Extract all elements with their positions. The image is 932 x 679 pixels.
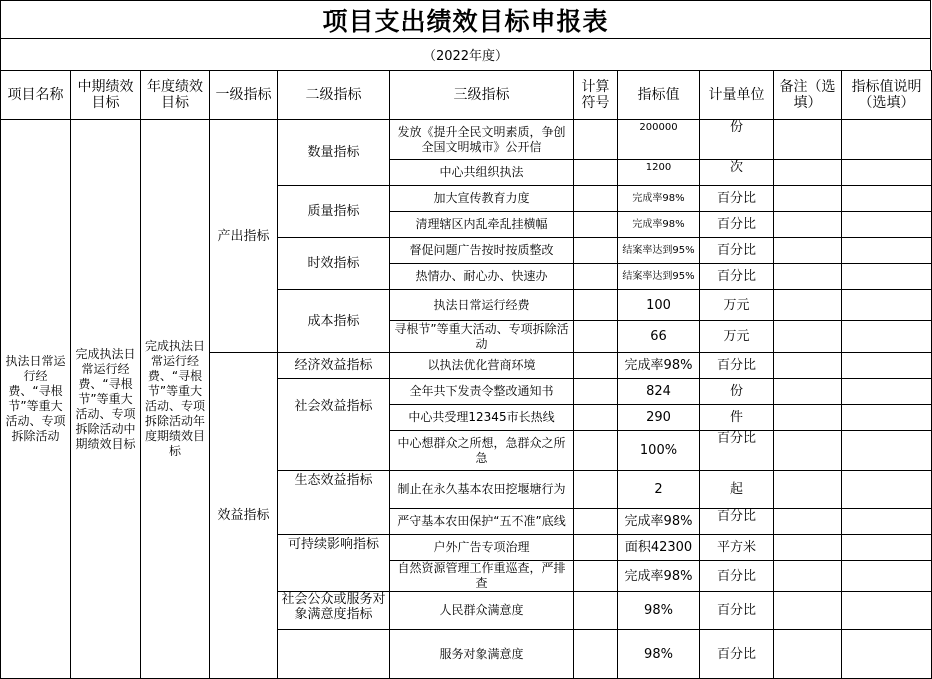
unit-cell: 万元 xyxy=(700,321,774,353)
midterm-goal-cell: 完成执法日常运行经费、“寻根节”等重大活动、专项拆除活动中期绩效目标 xyxy=(71,120,141,679)
calc-symbol-cell xyxy=(574,353,618,379)
unit-cell: 起 xyxy=(700,471,774,509)
unit-cell: 份 xyxy=(700,120,774,160)
calc-symbol-cell xyxy=(574,379,618,405)
calc-symbol-cell xyxy=(574,471,618,509)
value-note-cell xyxy=(842,379,932,405)
remark-cell xyxy=(774,264,842,290)
value-note-cell xyxy=(842,471,932,509)
level2-timeliness: 时效指标 xyxy=(278,238,390,290)
calc-symbol-cell xyxy=(574,264,618,290)
level2-blank-cell xyxy=(278,630,390,679)
indicator-value: 290 xyxy=(618,405,700,431)
value-note-cell xyxy=(842,509,932,535)
indicator-value: 200000 xyxy=(618,120,700,160)
value-note-cell xyxy=(842,630,932,679)
indicator-value: 2 xyxy=(618,471,700,509)
remark-cell xyxy=(774,321,842,353)
value-note-cell xyxy=(842,160,932,186)
remark-cell xyxy=(774,186,842,212)
indicator-value: 完成率98% xyxy=(618,509,700,535)
calc-symbol-cell xyxy=(574,630,618,679)
unit-cell: 百分比 xyxy=(700,509,774,535)
indicator-value: 824 xyxy=(618,379,700,405)
header-value-note: 指标值说明（选填） xyxy=(842,71,932,120)
value-note-cell xyxy=(842,212,932,238)
header-annual-goal: 年度绩效目标 xyxy=(141,71,210,120)
header-project-name: 项目名称 xyxy=(1,71,71,120)
project-name-cell: 执法日常运行经费、“寻根节”等重大活动、专项拆除活动 xyxy=(1,120,71,679)
calc-symbol-cell xyxy=(574,561,618,592)
indicator-value: 完成率98% xyxy=(618,212,700,238)
remark-cell xyxy=(774,431,842,471)
remark-cell xyxy=(774,120,842,160)
indicator-value: 66 xyxy=(618,321,700,353)
indicator-value: 100 xyxy=(618,290,700,321)
value-note-cell xyxy=(842,405,932,431)
header-value: 指标值 xyxy=(618,71,700,120)
unit-cell: 百分比 xyxy=(700,630,774,679)
level3-name: 人民群众满意度 xyxy=(390,592,574,630)
header-remark: 备注（选填） xyxy=(774,71,842,120)
level3-name: 制止在永久基本农田挖堰塘行为 xyxy=(390,471,574,509)
unit-cell: 份 xyxy=(700,379,774,405)
level3-name: 严守基本农田保护“五不准”底线 xyxy=(390,509,574,535)
unit-cell: 平方米 xyxy=(700,535,774,561)
unit-cell: 百分比 xyxy=(700,353,774,379)
level3-name: 中心想群众之所想，急群众之所急 xyxy=(390,431,574,471)
calc-symbol-cell xyxy=(574,160,618,186)
annual-goal-cell: 完成执法日常运行经费、“寻根节”等重大活动、专项拆除活动年度期绩效目标 xyxy=(141,120,210,679)
header-unit: 计量单位 xyxy=(700,71,774,120)
value-note-cell xyxy=(842,431,932,471)
calc-symbol-cell xyxy=(574,186,618,212)
calc-symbol-cell xyxy=(574,212,618,238)
level3-name: 以执法优化营商环境 xyxy=(390,353,574,379)
unit-cell: 万元 xyxy=(700,290,774,321)
indicator-value: 100% xyxy=(618,431,700,471)
indicator-value: 完成率98% xyxy=(618,353,700,379)
remark-cell xyxy=(774,290,842,321)
calc-symbol-cell xyxy=(574,321,618,353)
level1-output: 产出指标 xyxy=(210,120,278,353)
unit-cell: 百分比 xyxy=(700,186,774,212)
header-level2: 二级指标 xyxy=(278,71,390,120)
level3-name: 寻根节”等重大活动、专项拆除活动 xyxy=(390,321,574,353)
sheet-year: （2022年度） xyxy=(0,38,931,71)
remark-cell xyxy=(774,561,842,592)
value-note-cell xyxy=(842,290,932,321)
level3-name: 中心共受理12345市长热线 xyxy=(390,405,574,431)
value-note-cell xyxy=(842,238,932,264)
calc-symbol-cell xyxy=(574,592,618,630)
header-midterm-goal: 中期绩效目标 xyxy=(71,71,141,120)
level2-ecological: 生态效益指标 xyxy=(278,471,390,535)
remark-cell xyxy=(774,353,842,379)
calc-symbol-cell xyxy=(574,509,618,535)
indicator-value: 面积42300 xyxy=(618,535,700,561)
table-row xyxy=(1,120,932,160)
unit-cell: 百分比 xyxy=(700,238,774,264)
calc-symbol-cell xyxy=(574,120,618,160)
indicator-value: 完成率98% xyxy=(618,186,700,212)
unit-cell: 百分比 xyxy=(700,431,774,471)
level3-name: 户外广告专项治理 xyxy=(390,535,574,561)
calc-symbol-cell xyxy=(574,405,618,431)
remark-cell xyxy=(774,405,842,431)
remark-cell xyxy=(774,630,842,679)
unit-cell: 百分比 xyxy=(700,212,774,238)
calc-symbol-cell xyxy=(574,535,618,561)
remark-cell xyxy=(774,160,842,186)
indicator-value: 结案率达到95% xyxy=(618,264,700,290)
remark-cell xyxy=(774,379,842,405)
remark-cell xyxy=(774,535,842,561)
value-note-cell xyxy=(842,264,932,290)
level3-name: 全年共下发责令整改通知书 xyxy=(390,379,574,405)
indicator-value: 1200 xyxy=(618,160,700,186)
header-calc-symbol: 计算符号 xyxy=(574,71,618,120)
level2-cost: 成本指标 xyxy=(278,290,390,353)
remark-cell xyxy=(774,212,842,238)
remark-cell xyxy=(774,238,842,264)
value-note-cell xyxy=(842,561,932,592)
unit-cell: 百分比 xyxy=(700,592,774,630)
remark-cell xyxy=(774,509,842,535)
value-note-cell xyxy=(842,120,932,160)
indicator-value: 完成率98% xyxy=(618,561,700,592)
level1-benefit: 效益指标 xyxy=(210,353,278,679)
remark-cell xyxy=(774,592,842,630)
indicator-value: 98% xyxy=(618,630,700,679)
header-level1: 一级指标 xyxy=(210,71,278,120)
value-note-cell xyxy=(842,535,932,561)
calc-symbol-cell xyxy=(574,431,618,471)
level2-social: 社会效益指标 xyxy=(278,379,390,471)
sheet-title: 项目支出绩效目标申报表 xyxy=(0,0,931,38)
calc-symbol-cell xyxy=(574,290,618,321)
level3-name: 服务对象满意度 xyxy=(390,630,574,679)
level3-name: 清理辖区内乱牵乱挂横幅 xyxy=(390,212,574,238)
level2-sustainability: 可持续影响指标 xyxy=(278,535,390,592)
remark-cell xyxy=(774,471,842,509)
value-note-cell xyxy=(842,186,932,212)
goal-table xyxy=(0,70,932,679)
calc-symbol-cell xyxy=(574,238,618,264)
level2-economic: 经济效益指标 xyxy=(278,353,390,379)
level3-name: 执法日常运行经费 xyxy=(390,290,574,321)
level2-quantity: 数量指标 xyxy=(278,120,390,186)
level3-name: 发放《提升全民文明素质，争创全国文明城市》公开信 xyxy=(390,120,574,160)
level3-name: 加大宣传教育力度 xyxy=(390,186,574,212)
value-note-cell xyxy=(842,353,932,379)
unit-cell: 百分比 xyxy=(700,561,774,592)
level3-name: 自然资源管理工作重巡查，严排查 xyxy=(390,561,574,592)
header-row xyxy=(1,71,932,120)
header-level3: 三级指标 xyxy=(390,71,574,120)
unit-cell: 百分比 xyxy=(700,264,774,290)
unit-cell: 件 xyxy=(700,405,774,431)
value-note-cell xyxy=(842,321,932,353)
value-note-cell xyxy=(842,592,932,630)
level3-name: 中心共组织执法 xyxy=(390,160,574,186)
level3-name: 督促问题广告按时按质整改 xyxy=(390,238,574,264)
indicator-value: 98% xyxy=(618,592,700,630)
indicator-value: 结案率达到95% xyxy=(618,238,700,264)
unit-cell: 次 xyxy=(700,160,774,186)
level2-quality: 质量指标 xyxy=(278,186,390,238)
level3-name: 热情办、耐心办、快速办 xyxy=(390,264,574,290)
level2-satisfaction: 社会公众或服务对象满意度指标 xyxy=(278,592,390,630)
